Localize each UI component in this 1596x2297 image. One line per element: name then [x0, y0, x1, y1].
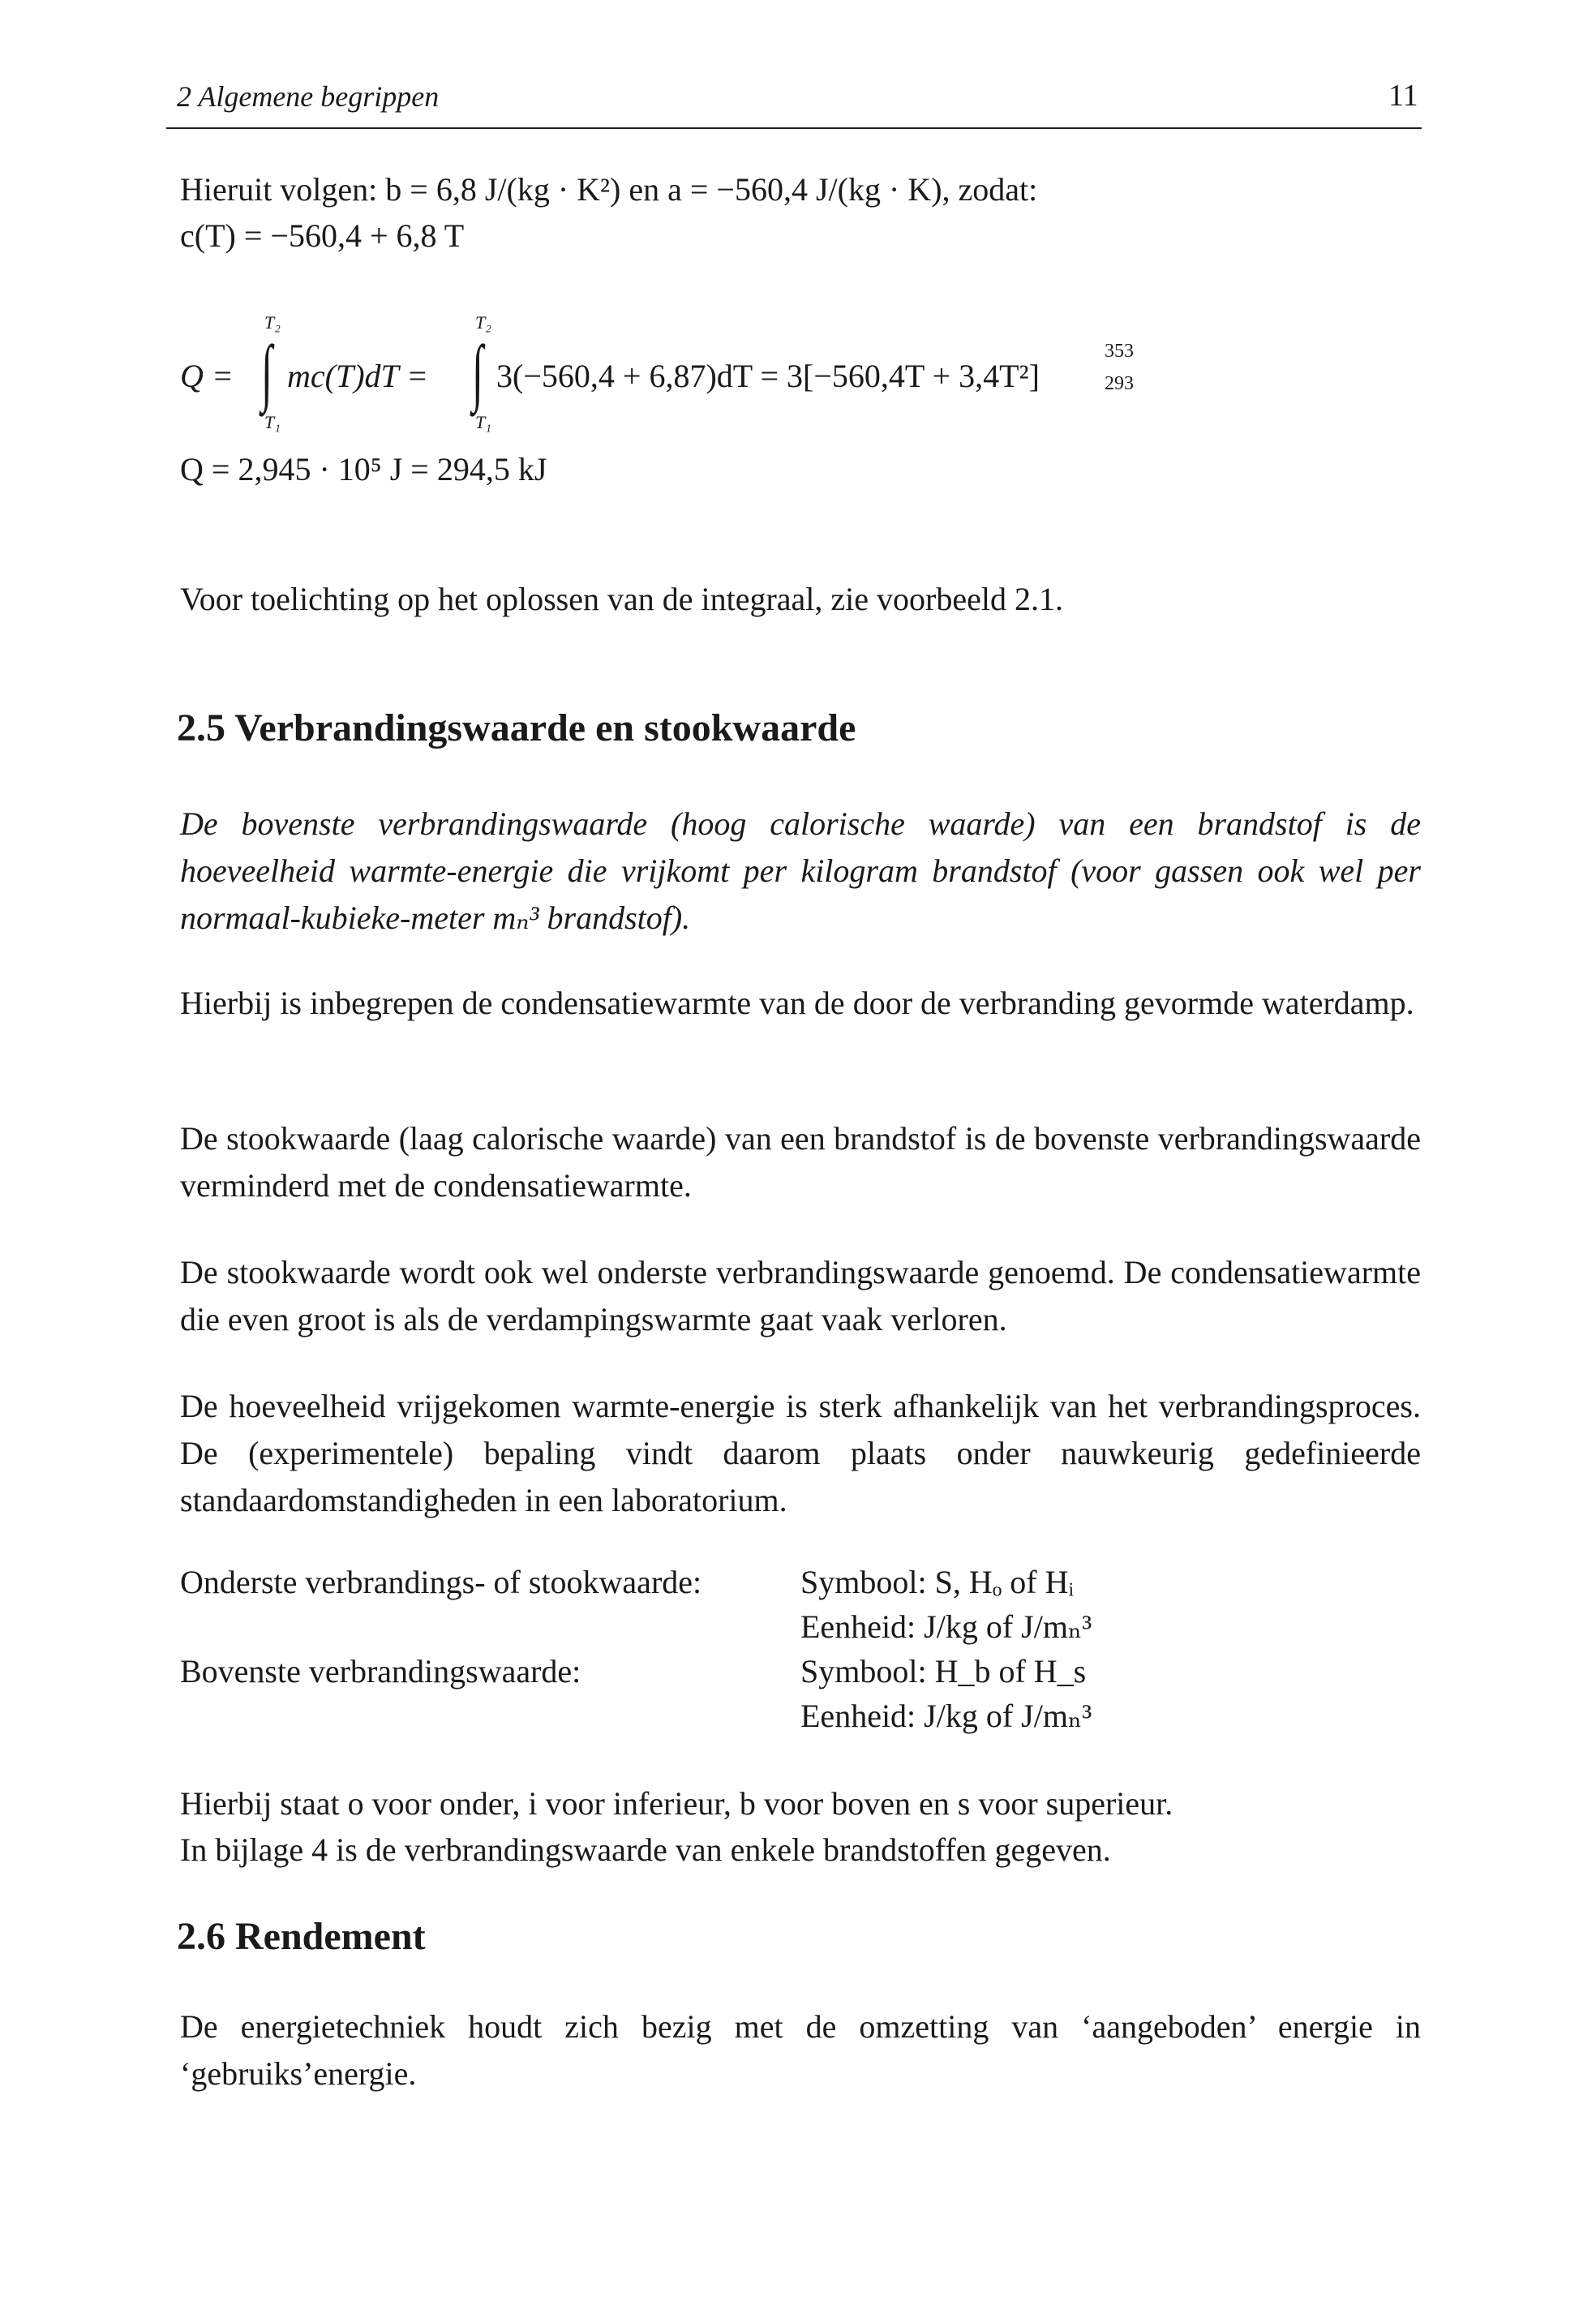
c-of-t-equation: c(T) = −560,4 + 6,8 T: [180, 217, 465, 254]
table-row1-symbol: Symbool: S, Hₒ of Hᵢ: [800, 1564, 1074, 1600]
integral-term-2: 3(−560,4 + 6,87)dT = 3[−560,4T + 3,4T²]: [496, 358, 1040, 394]
table-row1-label: Onderste verbrandings- of stookwaarde:: [180, 1564, 702, 1600]
integral-2-lower: T₁: [475, 412, 491, 432]
integral-sign-1: ∫: [261, 330, 272, 413]
q-result: Q = 2,945 · 10⁵ J = 294,5 kJ: [180, 451, 547, 487]
integral-term-1: mc(T)dT =: [287, 358, 429, 394]
integral-sign-2: ∫: [472, 330, 483, 413]
q-equals: Q =: [180, 358, 234, 394]
header-rule: [166, 127, 1422, 129]
paragraph-rendement: De energietechniek houdt zich bezig met de omzetting van ‘aangeboden’ energie in ‘gebruiks’energie.: [180, 2008, 1421, 2092]
paragraph-onderste: De stookwaarde wordt ook wel onderste verbrandingswaarde genoemd. De condensatiewarmte die even groot is als de verdampingswarmte gaat vaak verloren.: [180, 1254, 1421, 1337]
paragraph-legend: Hierbij staat o voor onder, i voor inferieur, b voor boven en s voor superieur.: [180, 1785, 1173, 1822]
paragraph-experimental: De hoeveelheid vrijgekomen warmte-energie is sterk afhankelijk van het verbrandingsproces. De (experimentele) bepaling vindt daarom plaats onder nauwkeurig gedefinieerde standaardomstandigheden in een laboratorium.: [180, 1388, 1421, 1518]
eval-upper-limit: 353: [1105, 341, 1134, 362]
integral-note: Voor toelichting op het oplossen van de integraal, zie voorbeeld 2.1.: [180, 581, 1063, 617]
table-row2-label: Bovenste verbrandingswaarde:: [180, 1653, 581, 1689]
paragraph-condensation: Hierbij is inbegrepen de condensatiewarmte van de door de verbranding gevormde waterdamp.: [180, 985, 1414, 1021]
integral-1-lower: T₁: [264, 412, 281, 432]
definition-paragraph: De bovenste verbrandingswaarde (hoog calorische waarde) van een brandstof is de hoeveelheid warmte-energie die vrijkomt per kilogram brandstof (voor gassen ook wel per normaal-kubieke-meter mₙ³ brandstof).: [180, 805, 1421, 936]
results-line: Hieruit volgen: b = 6,8 J/(kg · K²) en a = −560,4 J/(kg · K), zodat:: [180, 171, 1038, 208]
eval-lower-limit: 293: [1105, 373, 1134, 394]
integral-1-upper: T₂: [264, 312, 281, 333]
section-heading-2-5: 2.5 Verbrandingswaarde en stookwaarde: [177, 706, 856, 749]
table-row2-symbol: Symbool: H_b of H_s: [800, 1653, 1087, 1689]
paragraph-stookwaarde: De stookwaarde (laag calorische waarde) van een brandstof is de bovenste verbrandingswaarde verminderd met de condensatiewarmte.: [180, 1120, 1421, 1204]
section-heading-2-6: 2.6 Rendement: [177, 1915, 426, 1958]
table-row1-unit: Eenheid: J/kg of J/mₙ³: [800, 1608, 1092, 1645]
running-header-chapter: 2 Algemene begrippen: [177, 80, 440, 113]
paragraph-appendix: In bijlage 4 is de verbrandingswaarde van enkele brandstoffen gegeven.: [180, 1831, 1111, 1868]
table-row2-unit: Eenheid: J/kg of J/mₙ³: [800, 1698, 1092, 1734]
page-number: 11: [1388, 79, 1418, 113]
integral-2-upper: T₂: [475, 312, 491, 333]
